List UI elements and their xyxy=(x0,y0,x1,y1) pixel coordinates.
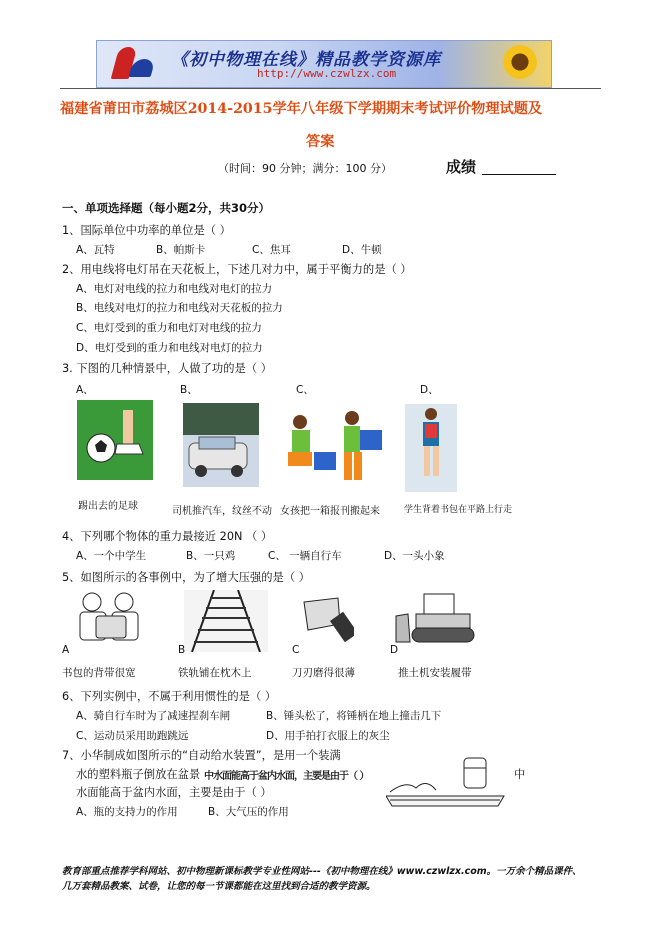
q4-option-a: A、一个中学生 xyxy=(76,550,147,562)
q5-caption-a: 书包的背带很宽 xyxy=(62,667,136,679)
q5-caption-c: 刀刃磨得很薄 xyxy=(292,667,355,679)
lift-box-image xyxy=(278,408,394,490)
q5-label-b: B xyxy=(178,644,186,656)
backpack-image xyxy=(70,590,152,650)
section-heading: 一、单项选择题（每小题2分，共30分） xyxy=(62,201,271,215)
header-divider xyxy=(60,88,601,89)
page-footer xyxy=(62,864,610,894)
footer-line2: 几万套精品教案、试卷，让您的每一节课都能在这里找到合适的教学资源。 xyxy=(62,881,376,892)
q7-line1: 7、小华制成如图所示的“自动给水装置”，是用一个装满 xyxy=(62,749,341,762)
q2-option-c: C、电灯受到的重力和电灯对电线的拉力 xyxy=(76,322,262,334)
banner-title: 《初中物理在线》精品教学资源库 xyxy=(171,50,441,70)
student-walking-image xyxy=(405,404,457,492)
q4-option-d: D、一头小象 xyxy=(384,550,445,562)
q6-option-c: C、运动员采用助跑跳远 xyxy=(76,730,189,742)
q1-option-c: C、焦耳 xyxy=(252,244,291,256)
q6-stem: 6、下列实例中，不属于利用惯性的是（ ） xyxy=(62,690,277,703)
q1-option-d: D、牛顿 xyxy=(342,244,382,256)
q1-stem: 1、国际单位中功率的单位是（ ） xyxy=(62,224,231,237)
q6-option-d: D、用手拍打衣服上的灰尘 xyxy=(266,730,390,742)
page-title-cont: 答案 xyxy=(306,134,335,150)
q5-caption-d: 推土机安装履带 xyxy=(398,667,472,679)
q2-option-b: B、电线对电灯的拉力和电线对天花板的拉力 xyxy=(76,302,283,314)
q7-overlap-text: 中水面能高于盆内水面，主要是由于（ ） xyxy=(204,771,369,782)
water-feeder-image xyxy=(386,756,506,808)
q7-option-a: A、瓶的支持力的作用 xyxy=(76,806,178,818)
header-banner xyxy=(96,40,552,88)
railway-image xyxy=(184,590,268,652)
q2-option-d: D、电灯受到的重力和电线对电灯的拉力 xyxy=(76,342,263,354)
q3-caption-c: 女孩把一箱报刊搬起来 xyxy=(280,506,380,517)
banner-url[interactable]: http://www.czwlzx.com xyxy=(257,67,397,80)
q3-caption-b: 司机推汽车，纹丝不动 xyxy=(172,506,272,517)
q6-option-a: A、骑自行车时为了减速捏刹车闸 xyxy=(76,710,231,722)
q5-stem: 5、如图所示的各事例中，为了增大压强的是（ ） xyxy=(62,571,311,584)
push-car-image xyxy=(183,403,259,487)
q5-label-a: A xyxy=(62,644,70,656)
q3-caption-a: 踢出去的足球 xyxy=(78,501,138,512)
page-title: 福建省莆田市荔城区2014-2015学年八年级下学期期末考试评价物理试题及 xyxy=(60,101,543,117)
q2-stem: 2、用电线将电灯吊在天花板上，下述几对力中，属于平衡力的是（ ） xyxy=(62,263,412,276)
q3-label-a: A、 xyxy=(76,384,94,396)
q2-option-a: A、电灯对电线的拉力和电线对电灯的拉力 xyxy=(76,283,273,295)
q7-line2: 水的塑料瓶子倒放在盆景 xyxy=(76,768,201,781)
sunflower-icon xyxy=(503,45,537,79)
q6-option-b: B、锤头松了，将锤柄在地上撞击几下 xyxy=(266,710,442,722)
q1-option-b: B、帕斯卡 xyxy=(156,244,206,256)
q7-line2-end: 中 xyxy=(514,768,526,781)
q3-label-d: D、 xyxy=(420,384,439,396)
score-blank xyxy=(482,174,556,175)
q5-label-c: C xyxy=(292,644,300,656)
q4-stem: 4、下列哪个物体的重力最接近 20N （ ） xyxy=(62,530,273,543)
footer-line1: 教育部重点推荐学科网站、初中物理新课标教学专业性网站---《初中物理在线》www.czwlzx.com。一万余个精品课件、 xyxy=(62,866,582,877)
q5-label-d: D xyxy=(390,644,399,656)
q4-option-b: B、一只鸡 xyxy=(186,550,236,562)
q7-line3: 水面能高于盆内水面，主要是由于（ ） xyxy=(76,786,272,799)
cleaver-image xyxy=(298,596,354,646)
q5-caption-b: 铁轨铺在枕木上 xyxy=(178,667,252,679)
q3-label-b: B、 xyxy=(180,384,198,396)
q1-option-a: A、瓦特 xyxy=(76,244,115,256)
soccer-kick-image xyxy=(77,400,153,480)
q3-caption-d: 学生背着书包在平路上行走 xyxy=(404,505,513,515)
q3-stem: 3. 下图的几种情景中，人做了功的是（ ） xyxy=(62,362,273,375)
q7-option-b: B、大气压的作用 xyxy=(208,806,289,818)
q4-option-c: C、 一辆自行车 xyxy=(268,550,342,562)
bulldozer-image xyxy=(394,590,486,648)
score-label: 成绩 xyxy=(446,158,477,176)
exam-meta: （时间：90 分钟；满分：100 分） xyxy=(218,162,392,175)
q3-label-c: C、 xyxy=(296,384,314,396)
